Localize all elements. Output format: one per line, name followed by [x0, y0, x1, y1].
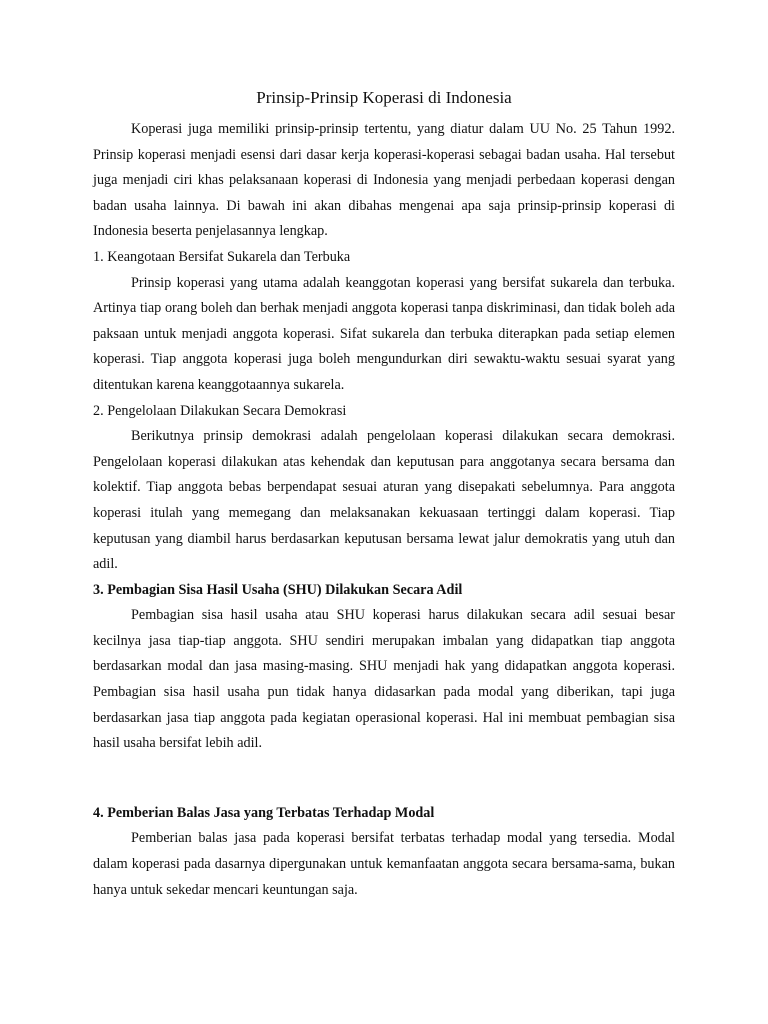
- section-4-heading: 4. Pemberian Balas Jasa yang Terbatas Terhadap Modal: [93, 804, 435, 821]
- section-4-body: Pemberian balas jasa pada koperasi bersifat terbatas terhadap modal yang tersedia. Modal dalam koperasi pada dasarnya dipergunakan untuk kemanfaatan anggota secara bersama-sama, bukan hanya untuk sekedar mencari keuntungan saja.: [93, 830, 675, 898]
- section-3-body: Pembagian sisa hasil usaha atau SHU koperasi harus dilakukan secara adil sesuai besar kecilnya jasa tiap-tiap anggota. SHU sendiri merupakan imbalan yang didapatkan tiap anggota berdasarkan modal dan jasa masing-masing. SHU menjadi hak yang didapatkan anggota koperasi. Pembagian sisa hasil usaha pun tidak hanya didasarkan pada modal yang diberikan, tapi juga berdasarkan jasa tiap anggota pada kegiatan operasional koperasi. Hal ini membuat pembagian sisa hasil usaha bersifat lebih adil.: [93, 607, 675, 752]
- section-2-body: Berikutnya prinsip demokrasi adalah pengelolaan koperasi dilakukan secara demokrasi. Pengelolaan koperasi dilakukan atas kehendak dan keputusan para anggotanya secara bersama dan kolektif. Tiap anggota bebas berpendapat sesuai aturan yang disepakati sebelumnya. Para anggota koperasi itulah yang memegang dan melaksanakan kekuasaan tertinggi dalam koperasi. Tiap keputusan yang diambil harus berdasarkan keputusan bersama lewat jalur demokratis yang utuh dan adil.: [93, 428, 675, 573]
- document-title: Prinsip-Prinsip Koperasi di Indonesia: [256, 88, 512, 107]
- section-1-heading: 1. Keangotaan Bersifat Sukarela dan Terbuka: [93, 248, 351, 265]
- section-2-heading: 2. Pengelolaan Dilakukan Secara Demokrasi: [93, 402, 347, 419]
- section-1-body: Prinsip koperasi yang utama adalah keanggotan koperasi yang bersifat sukarela dan terbuka. Artinya tiap orang boleh dan berhak menjadi anggota koperasi tanpa diskriminasi, dan tidak boleh ada paksaan untuk menjadi anggota koperasi. Sifat sukarela dan terbuka diterapkan pada setiap elemen koperasi. Tiap anggota koperasi juga boleh mengundurkan diri sewaktu-waktu sesuai syarat yang ditentukan karena keanggotaannya sukarela.: [93, 274, 675, 393]
- document-content: [93, 85, 675, 903]
- section-3-heading: 3. Pembagian Sisa Hasil Usaha (SHU) Dilakukan Secara Adil: [93, 581, 463, 598]
- intro-paragraph: Koperasi juga memiliki prinsip-prinsip tertentu, yang diatur dalam UU No. 25 Tahun 1992. Prinsip koperasi menjadi esensi dari dasar kerja koperasi-koperasi sebagai badan usaha. Hal tersebut juga menjadi ciri khas pelaksanaan koperasi di Indonesia yang menjadi perbedaan koperasi dengan badan usaha lainnya. Di bawah ini akan dibahas mengenai apa saja prinsip-prinsip koperasi di Indonesia beserta penjelasannya lengkap.: [93, 121, 675, 240]
- section-spacer: [93, 757, 675, 801]
